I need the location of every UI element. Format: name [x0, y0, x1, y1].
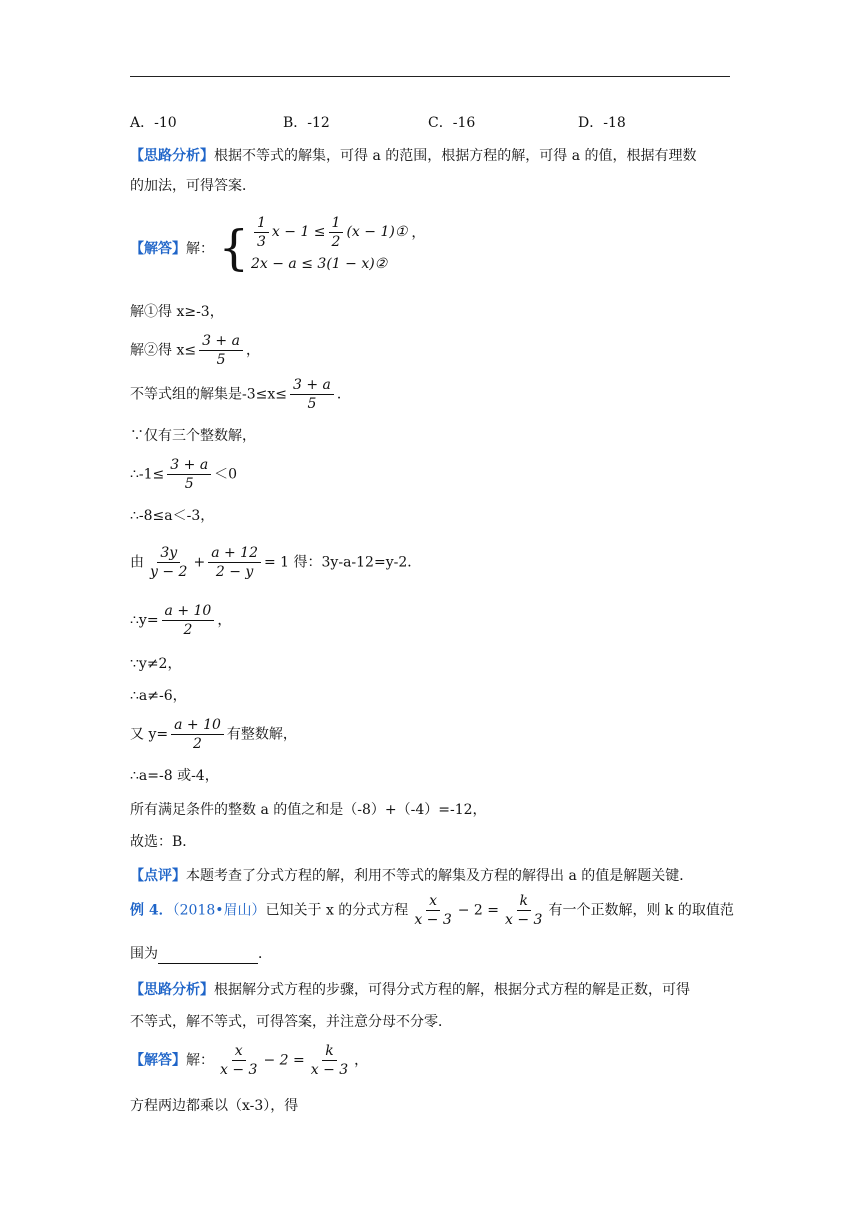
step-4: ∵仅有三个整数解，: [130, 428, 256, 444]
answer-blank[interactable]: [158, 949, 258, 964]
system-brace: {: [218, 220, 249, 276]
analysis-text-1: 根据不等式的解集，可得 a 的范围，根据方程的解，可得 a 的值，根据有理数: [214, 148, 697, 164]
option-b: B．-12: [283, 115, 330, 131]
ex4-solution: 【解答】解： $\frac{x}{x - 3}$ − 2 = $\frac{k}{x - 3}$ ，: [130, 1043, 369, 1078]
step-12: ∴a=-8 或-4，: [130, 768, 219, 784]
solution-jie: 解：: [186, 241, 214, 257]
review-line: [130, 866, 693, 886]
example-4-source: （2018•眉山）: [172, 902, 266, 919]
ex4-last-line: 方程两边都乘以（x-3），得: [130, 1098, 299, 1114]
step-8: ∴y= $\frac{a + 10}{2}$ ，: [130, 603, 232, 638]
option-d: D．-18: [578, 115, 626, 131]
step-13: 所有满足条件的整数 a 的值之和是（-8）+（-4）=-12，: [130, 802, 487, 818]
analysis-line-2: 的加法，可得答案．: [130, 178, 256, 194]
ex4-analysis-line-2: 不等式，解不等式，可得答案，并注意分母不分零．: [130, 1014, 452, 1030]
step-14: 故选：B．: [130, 834, 197, 850]
analysis-label: 【思路分析】: [130, 148, 214, 164]
step-7: 由 $\frac{3y}{y - 2}$ + $\frac{a + 12}{2 - y}$ = 1 得：3y-a-12=y-2．: [130, 545, 422, 580]
ex4-solution-label: 【解答】: [130, 1052, 186, 1069]
solution-system: [130, 216, 425, 280]
step-5: ∴-1≤ $\frac{3 + a}{5}$ ＜0: [130, 457, 238, 492]
option-c: C．-16: [428, 115, 476, 131]
step-6: ∴-8≤a＜-3，: [130, 508, 215, 524]
header-rule: [130, 76, 730, 77]
analysis-line-1: [130, 146, 697, 166]
solution-label: 【解答】: [130, 241, 186, 257]
inequality-system: [218, 216, 425, 280]
step-1: 解①得 x≥-3，: [130, 304, 224, 320]
ex4-analysis-text-1: 根据解分式方程的步骤，可得分式方程的解，根据分式方程的解是正数，可得: [214, 982, 690, 998]
review-text: 本题考查了分式方程的解，利用不等式的解集及方程的解得出 a 的值是解题关键．: [186, 868, 694, 884]
step-10: ∴a≠-6，: [130, 688, 187, 704]
system-row-1: $\frac{1}{3}$ x − 1 ≤ $\frac{1}{2}$ (x − 1)① ，: [251, 216, 425, 248]
review-label: 【点评】: [130, 868, 186, 884]
step-2: 解②得 x≤ $\frac{3 + a}{5}$ ，: [130, 333, 260, 368]
step-3: 不等式组的解集是-3≤x≤ $\frac{3 + a}{5}$ ．: [130, 377, 351, 412]
example-4-label: 例 4．: [130, 902, 173, 919]
step-11: 又 y= $\frac{a + 10}{2}$ 有整数解，: [130, 717, 297, 752]
option-a: A．-10: [130, 115, 177, 131]
ex4-analysis-line-1: [130, 980, 690, 1000]
example-4-question-line-2: 围为 ．: [130, 946, 272, 962]
step-9: ∵y≠2，: [130, 656, 182, 672]
system-row-2: 2x − a ≤ 3(1 − x)②: [251, 256, 388, 272]
example-4-question: 例 4．（2018•眉山）已知关于 x 的分式方程 $\frac{x}{x - 3}$ − 2 = $\frac{k}{x - 3}$ 有一个正数解，则 k 的取值范: [130, 893, 734, 928]
ex4-analysis-label: 【思路分析】: [130, 982, 214, 998]
